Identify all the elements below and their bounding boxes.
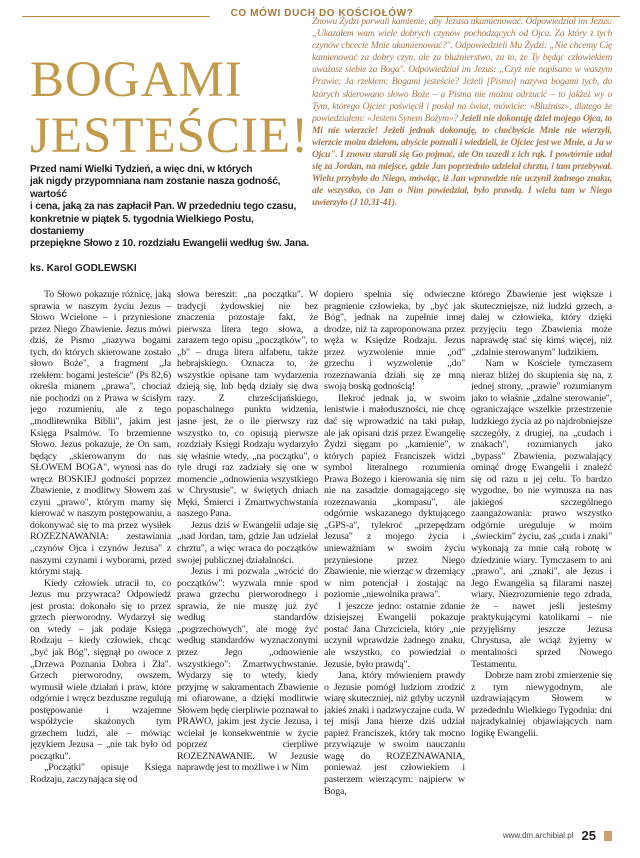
paragraph: Jezus i mi pozwala „wrócić do początków": wyzwala mnie spod prawa grzechu pierworodnego i sprawia, że nie muszę już żyć według standardów „pogrzechowych", ale mogę żyć według standardów wyznaczonymi przez Jego „odnowienie wszystkiego": Zmartwychwstanie. Wydarzy się to wtedy, kiedy przyjmę w sakramentach Zbawienie mi ofiarowane, a dzięki modlitwie Słowem będę cierpliwie poznawał to PRAWO, jakim jest życie Jezusa, i wcielał je konsekwentnie w życie poprzez cierpliwe ROZEZNAWANIE. W Jezusie naprawdę jest to możliwe i w Nim xyxy=(177,566,318,774)
lead-line-4: konkretnie w piątek 5. tygodnia Wielkiego Postu, dostaniemy xyxy=(30,213,254,238)
gospel-quote-part-1: Znowu Żydzi porwali kamienie, aby Jezusa ukamienować. Odpowiedział im Jezus: „Ukazałem wam wiele dobrych czynów pochodzących od Ojca. Za który z tych czynów chcecie Mnie ukamienować?". Odpowiedzieli Mu Żydzi: „Nie chcemy Cię kamienować za dobry czyn, ale za bluźnierstwo, za to, że Ty będąc człowiekiem uważasz siebie za Boga". Odpowiedział im Jezus: „Czyż nie napisano w waszym Prawie: Ja rzekłem: Bogami jesteście? Jeżeli [Pismo] nazywa bogami tych, do których skierowano słowo Boże – a Pisma nie można odrzucić – to jakżeż wy o Tym, którego Ojciec poświęcił i posłał na świat, mówicie: «Bluźnisz», dlatego że powiedziałem: «Jestem Synem Bożym»? xyxy=(312,16,612,124)
article-lead xyxy=(30,164,310,251)
lead-line-5: przepiękne Słowo z 10. rozdziału Ewangelii według św. Jana. xyxy=(30,238,309,250)
lead-line-3: i cena, jaką za nas zapłacił Pan. W przededniu tego czasu, xyxy=(30,201,297,213)
body-column-4 xyxy=(471,289,612,824)
gospel-quote-part-2: Jeżeli nie dokonuję dzieł mojego Ojca, to Mi nie wierzcie! Jeżeli jednak dokonuję, to choćbyście Mnie nie wierzyli, wierzcie moim dziełom, abyście poznali i wiedzieli, że Ojciec jest we Mnie, a Ja w Ojcu". I znowu starali się Go pojmać, ale On uszedł z ich rąk. I powtórnie udał się za Jordan, na miejsce, gdzie Jan poprzednio udzielał chrztu, i tam przebywał. Wielu przybyło do Niego, mówiąc, iż Jan wprawdzie nie uczynił żadnego znaku, ale wszystko, co Jan o Nim powiedział, było prawdą. I wielu tam w Niego uwierzyło (J 10,31-41). xyxy=(312,112,612,209)
article-body xyxy=(30,289,610,824)
paragraph: słowa bereszit: „na początku". W tradycji żydowskiej nie bez znaczenia pozostaje fakt, że pierwsza litera tego słowa, a zarazem tego opisu „początków", to „b" – druga litera alfabetu, także hebrajskiego. Oznacza to, że wszystkie opisane tam wydarzenia dzieją się, lub będą działy się dwa razy. Z chrześcijańskiego, popaschalnego punktu widzenia, jasne jest, że o ile pierwszy raz wszystko to, co opisują pierwsze rozdziały Księgi Rodzaju wydarzyło się właśnie wtedy, „na początku", o tyle drugi raz zadziały się one w momencie „odnowienia wszystkiego w Chrystusie", w świętych dniach Męki, Śmierci i Zmartwychwstania naszego Pana. xyxy=(177,289,318,520)
header-rule-left xyxy=(22,16,210,17)
paragraph: Dobrze nam zrobi zmierzenie się z tym niewygodnym, ale uzdrawiającym Słowem w przedednIu Wielkiego Tygodnia: dni najradykalniej objawiających nam logikę Ewangelii. xyxy=(471,670,612,739)
paragraph: Kiedy człowiek utracił to, co Jezus mu przywraca? Odpowiedź jest prosta: dokonało się to przez grzech pierworodny. Wydarzył się on wtedy – jak podaje Księga Rodzaju – kiedy człowiek, chcąc „być jak Bóg", sięgnął po owoce z „Drzewa Poznania Dobra i Zła". Grzech pierworodny, owszem, wymusił wiele działań i praw, które odgórnie i wręcz bezduszne regulują postępowanie i wzajemne współżycie skażonych tym grzechem ludzi, ale – mówiąc językiem Jezusa – „nie tak było od początku". xyxy=(30,577,171,762)
paragraph: którego Zbawienie jest większe i skuteczniejsze, niż ludzki grzech, a dalej w człowieka, który dzięki przyjęciu tego Zbawienia może naprawdę stać się kimś więcej, niż „zdalnie sterowanym" ludzikiem. xyxy=(471,289,612,358)
lead-line-2: jak nigdy przypomniana nam zostanie nasza godność, wartość xyxy=(30,176,281,200)
paragraph: dopiero spełnia się odwieczne pragnienie człowieka, by „być jak Bóg", jednak na zupełnie innej drodze, niż ta zaproponowana przez węża w Księdze Rodzaju. Jezus przez wyzwolenie mnie „od" grzechu i wyzwolenie „do" rozeznawania działi się ze mną swoją boską godnością! xyxy=(324,289,465,393)
body-column-1 xyxy=(30,289,171,824)
paragraph: Nam w Kościele tymczasem nieraz bliżej do skupienia się na, z jednej strony, „prawie" rozumianym jako to właśnie „zdalne sterowanie", ograniczające wszelkie przestrzenie ludzkiego życia aż po najdrobniejsze szczegóły, z drugiej, na „cudach i znakach", rozumianych jako „bypass" Zbawienia, pozwalający ominąć drogę Ewangelii i znaleźć się od razu u jej celu. To bardzo wygodne, bo nie wymusza na nas jakiegoś szczególnego zaangażowania: prawo wszystko odgórnie ureguluje w moim „świeckim" życiu, zaś „cuda i znaki" wykonają za mnie całą robotę w dziedzinie wiary. Tymczasem to ani „prawo", ani „znaki", ale Jezus i Jego Ewangelia są filarami naszej wiary. Niezrozumienie tego zdrada, że – nawet jeśli jesteśmy praktykującymi katolikami – nie przyjęliśmy jeszcze Jezusa Chrystusa, ale wciąż żyjemy w mentalności sprzed Nowego Testamentu. xyxy=(471,358,612,670)
paragraph: Jezus dziś w Ewangelii udaje się „nad Jordan, tam, gdzie Jan udzielał chrztu", a więc wraca do początków swojej publicznej działalności. xyxy=(177,519,318,566)
lead-line-1: Przed nami Wielki Tydzień, a więc dni, w których xyxy=(30,164,253,175)
paragraph: Ilekroć jednak ja, w swoim lenistwie i małoduszności, nie chcę dać się wprowadzić na taki pułap, ale jak opisani dziś przez Ewangelię Żydzi sięgam po „kamienie", w których papież Franciszek widzi symbol literalnego rozumienia Prawa Bożego i kierowania się nim nie na zasadzie domagającego się rozeznawania „kompasu", ale odgórnie wskazanego dyktującego „GPS-a", tylekroć „przepędzam Jezusa" z mojego życia i unieważniam w swoim życiu przyniesione przez Niego Zbawienie, nie wierząc w drzemiący w nim potencjał i zostając na poziomie „niewolnika prawa". xyxy=(324,392,465,601)
body-column-3 xyxy=(324,289,465,824)
gospel-quote xyxy=(312,16,612,260)
paragraph: To Słowo pokazuje różnicę, jaką sprawia w naszym życiu Jezus – Słowo Wcielone – i przyniesione przez Niego Zbawienie. Jezus mówi dziś, że Pismo „nazywa bogami tych, do których skierowane zostało słowo Boże", a fragment „Ja rzekłem: bogami jesteście" (Ps 82,6) określa mianem „prawa", chociaż nie pochodzi on z Prawa w ścisłym jego rozumieniu, ale z tego „modlitewnika Biblii", jakim jest Księga Psalmów. To brzemienne Słowo. Jezus pokazuje, że On sam, będący „skierowanym do nas SŁOWEM BOGA", wynosi nas do wręcz BOSKIEJ godności poprzez Zbawienie, z modlitwy Słowem zaś czyni „prawo", którym mamy się kierować w naszym postępowaniu, a dokonywać się to ma przez wysiłek ROZEZNAWANIA: zestawiania „czynów Ojca i czynów Jezusa" z naszymi czynami i wyborami, przed którymi stają. xyxy=(30,289,171,578)
body-column-2 xyxy=(177,289,318,824)
page-footer xyxy=(503,828,612,843)
headline-line-1: BOGAMI xyxy=(30,52,243,108)
article-headline xyxy=(30,52,330,164)
paragraph: I jeszcze jedno: ostatnie zdanie dzisiejszej Ewangelii pokazuje postać Jana Chrzciciela, który „nie uczynił wprawdzie żadnego znaku, ale wszystko, co powiedział o Jezusie, było prawdą". xyxy=(324,600,465,670)
headline-line-2: JESTEŚCIE! xyxy=(30,108,310,164)
page-number: 25 xyxy=(581,828,596,843)
section-title: CO MÓWI DUCH DO KOŚCIOŁÓW? xyxy=(230,8,414,19)
author-byline: ks. Karol GODLEWSKI xyxy=(30,263,137,274)
paragraph: Jana, który mówieniem prawdy o Jezusie pomógł ludziom zrodzić wiarę skuteczniej, niż gdyby uczynił jakieś znaki i nadzwyczajne cuda. W tej misji Jana bierze dziś udział papież Franciszek, który tak mocno przywiązuje w swoim nauczaniu wagę do ROZEZNAWANIA, ponieważ jest człowiekiem i pasterzem wierzącym: najpierw w Boga, xyxy=(324,670,465,797)
paragraph: „Początki" opisuje Księga Rodzaju, zaczynająca się od xyxy=(30,762,171,785)
website-url: www.dm.archibial.pl xyxy=(502,831,574,840)
page-corner-mark xyxy=(604,831,612,841)
